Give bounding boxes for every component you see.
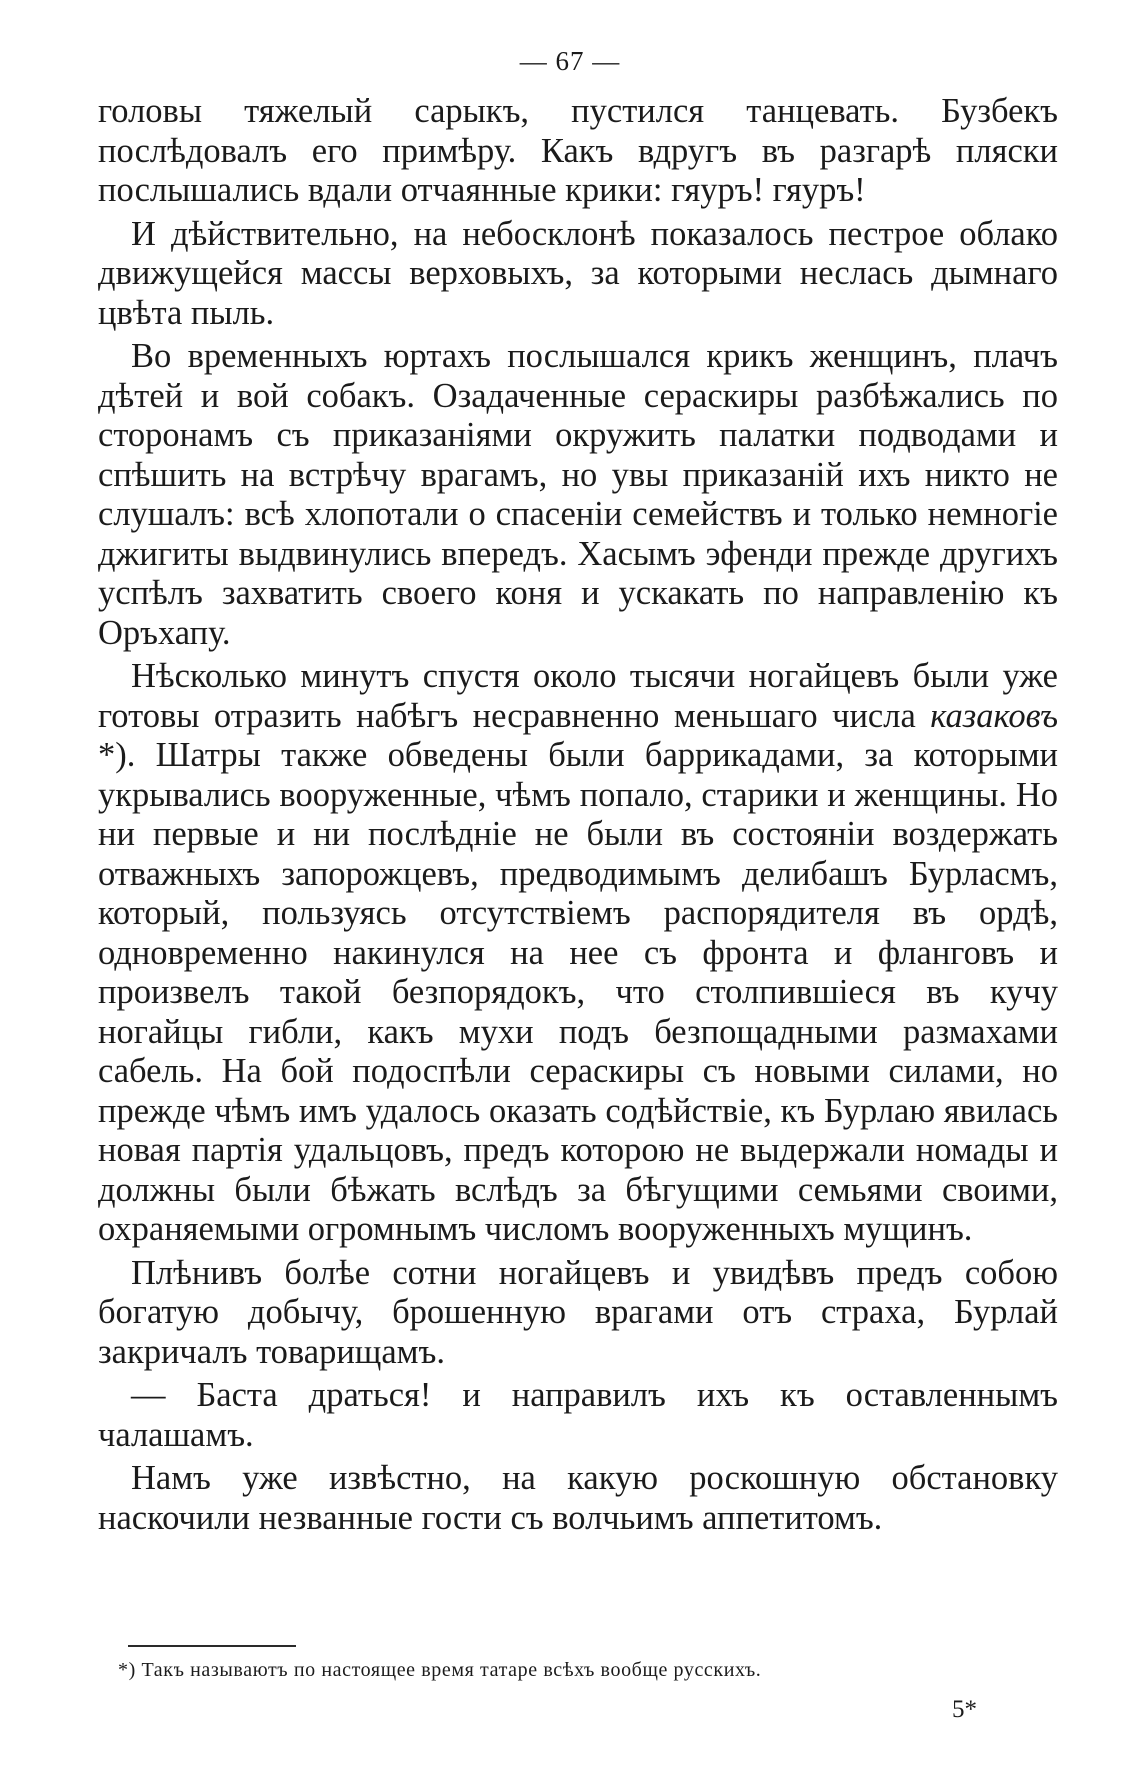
- paragraph-4: [98, 657, 1058, 1250]
- paragraph-4-rest: *). Шатры также обведены были баррикадами, за которыми укрывались вооруженные, чѣмъ попало, старики и женщины. Но ни первые и ни послѣдніе не были въ состояніи воздержать отважныхъ запорожцевъ, предводимымъ делибашъ Бурласмъ, который, пользуясь отсутствіемъ распорядителя въ ордѣ, одновременно накинулся на нее съ фронта и фланговъ и произвелъ такой безпорядокъ, что столпившіеся въ кучу ногайцы гибли, какъ мухи подъ безпощадными размахами сабель. На бой подоспѣли сераскиры съ новыми силами, но прежде чѣмъ имъ удалось оказать содѣйствіе, къ Бурлаю явилась новая партія удальцовъ, предъ которою не выдержали номады и должны были бѣжать вслѣдъ за бѣгущими семьями своими, охраняемыми огромнымъ числомъ вооруженныхъ мущинъ.: [98, 736, 1058, 1248]
- paragraph-4-start: Нѣсколько минутъ спустя около тысячи ногайцевъ были уже готовы отразить набѣгъ несравненно меньшаго числа: [98, 657, 1058, 735]
- signature-mark: 5*: [952, 1696, 977, 1723]
- paragraph-3: Во временныхъ юртахъ послышался крикъ женщинъ, плачъ дѣтей и вой собакъ. Озадаченные сераскиры разбѣжались по сторонамъ съ приказаніями окружить палатки подводами и спѣшить на встрѣчу врагамъ, но увы приказаній ихъ никто не слушалъ: всѣ хлопотали о спасеніи семействъ и только немногіе джигиты выдвинулись впередъ. Хасымъ эфенди прежде другихъ успѣлъ захватить своего коня и ускакать по направленію къ Оръхапу.: [98, 337, 1058, 652]
- italic-term: казаковъ: [930, 696, 1059, 735]
- paragraph-1: головы тяжелый сарыкъ, пустился танцевать. Бузбекъ послѣдовалъ его примѣру. Какъ вдругъ въ разгарѣ пляски послышались вдали отчаянные крики: гяуръ! гяуръ!: [98, 92, 1058, 209]
- paragraph-2: И дѣйствительно, на небосклонѣ показалось пестрое облако движущейся массы верховыхъ, за которыми неслась дымнаго цвѣта пыль.: [98, 214, 1058, 332]
- paragraph-6-dialogue: — Баста драться! и направилъ ихъ къ оставленнымъ чалашамъ.: [98, 1376, 1058, 1454]
- paragraph-5: Плѣнивъ болѣе сотни ногайцевъ и увидѣвъ предъ собою богатую добычу, брошенную врагами отъ страха, Бурлай закричалъ товарищамъ.: [98, 1253, 1058, 1371]
- footnote-divider: [128, 1645, 296, 1647]
- text-body: [98, 92, 1058, 1542]
- footnote: *) Такъ называютъ по настоящее время татаре всѣхъ вообще русскихъ.: [118, 1659, 762, 1681]
- page-number: — 67 —: [519, 46, 621, 76]
- paragraph-7: Намъ уже извѣстно, на какую роскошную обстановку наскочили незванные гости съ волчьимъ аппетитомъ.: [98, 1459, 1058, 1537]
